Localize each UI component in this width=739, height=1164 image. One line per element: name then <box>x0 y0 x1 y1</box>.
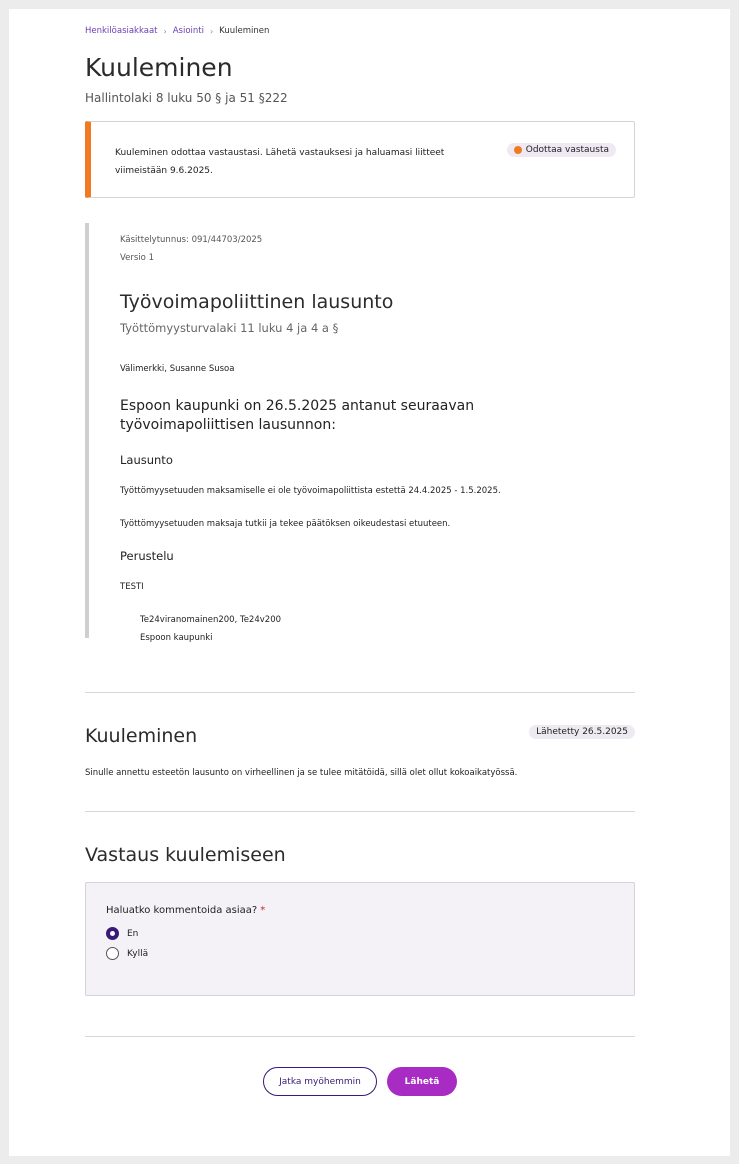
statement-paragraph: Työttömyysetuuden maksamiselle ei ole työvoimapoliittista estettä 24.4.2025 - 1.5.2025. <box>120 486 501 496</box>
statement-document <box>85 223 635 643</box>
document-author: Välimerkki, Susanne Susoa <box>120 364 235 374</box>
page-subtitle: Hallintolaki 8 luku 50 § ja 51 §222 <box>85 91 288 105</box>
divider <box>85 811 635 812</box>
document-title: Työvoimapoliittinen lausunto <box>120 291 394 313</box>
comment-question-label: Haluatko kommentoida asiaa? <box>106 905 258 916</box>
breadcrumb-link-henkiloasiakkaat[interactable]: Henkilöasiakkaat <box>85 26 158 36</box>
page <box>9 9 730 1156</box>
response-title: Vastaus kuulemiseen <box>85 844 286 866</box>
statement-paragraph: Työttömyysetuuden maksaja tutkii ja tekee päätöksen oikeudestasi etuuteen. <box>120 519 451 529</box>
notice-banner <box>85 121 635 198</box>
notice-text: Kuuleminen odottaa vastaustasi. Lähetä vastauksesi ja haluamasi liitteet viimeistään 9.6.2025. <box>115 148 445 176</box>
breadcrumb <box>85 26 269 36</box>
divider <box>85 1036 635 1037</box>
radio-option-kylla[interactable] <box>106 947 148 960</box>
hearing-title: Kuuleminen <box>85 725 198 747</box>
breadcrumb-link-asiointi[interactable]: Asiointi <box>172 26 204 36</box>
required-mark: * <box>260 905 266 916</box>
document-heading: Espoon kaupunki on 26.5.2025 antanut seuraavan työvoimapoliittisen lausunnon: <box>120 398 475 433</box>
breadcrumb-separator-icon: › <box>209 26 214 36</box>
radio-label: En <box>127 928 139 939</box>
comment-question <box>106 905 265 916</box>
radio-checked-icon[interactable] <box>106 927 119 940</box>
status-dot-icon <box>514 146 522 154</box>
rationale-text: TESTI <box>120 582 144 592</box>
case-id: Käsittelytunnus: 091/44703/2025 <box>120 235 263 245</box>
page-title: Kuuleminen <box>85 53 233 82</box>
signature-organization: Espoon kaupunki <box>140 633 213 643</box>
hearing-text: Sinulle annettu esteetön lausunto on virheellinen ja se tulee mitätöidä, sillä olet ollut kokoaikatyössä. <box>85 768 518 778</box>
breadcrumb-separator-icon: › <box>163 26 167 36</box>
document-version: Versio 1 <box>120 253 154 263</box>
breadcrumb-current: Kuuleminen <box>219 26 270 36</box>
radio-option-en[interactable] <box>106 927 138 940</box>
response-form <box>85 882 635 996</box>
divider <box>85 692 635 693</box>
rationale-title: Perustelu <box>120 549 174 563</box>
status-badge <box>507 143 616 157</box>
status-badge-label: Odottaa vastausta <box>525 145 609 155</box>
radio-unchecked-icon[interactable] <box>106 947 119 960</box>
signature-name: Te24viranomainen200, Te24v200 <box>140 615 282 625</box>
statement-title: Lausunto <box>120 453 173 467</box>
sent-badge: Lähetetty 26.5.2025 <box>529 725 635 739</box>
document-subtitle: Työttömyysturvalaki 11 luku 4 ja 4 a § <box>120 321 339 335</box>
radio-label: Kyllä <box>127 948 149 959</box>
send-button[interactable]: Lähetä <box>387 1067 457 1096</box>
continue-later-button[interactable]: Jatka myöhemmin <box>263 1067 377 1096</box>
